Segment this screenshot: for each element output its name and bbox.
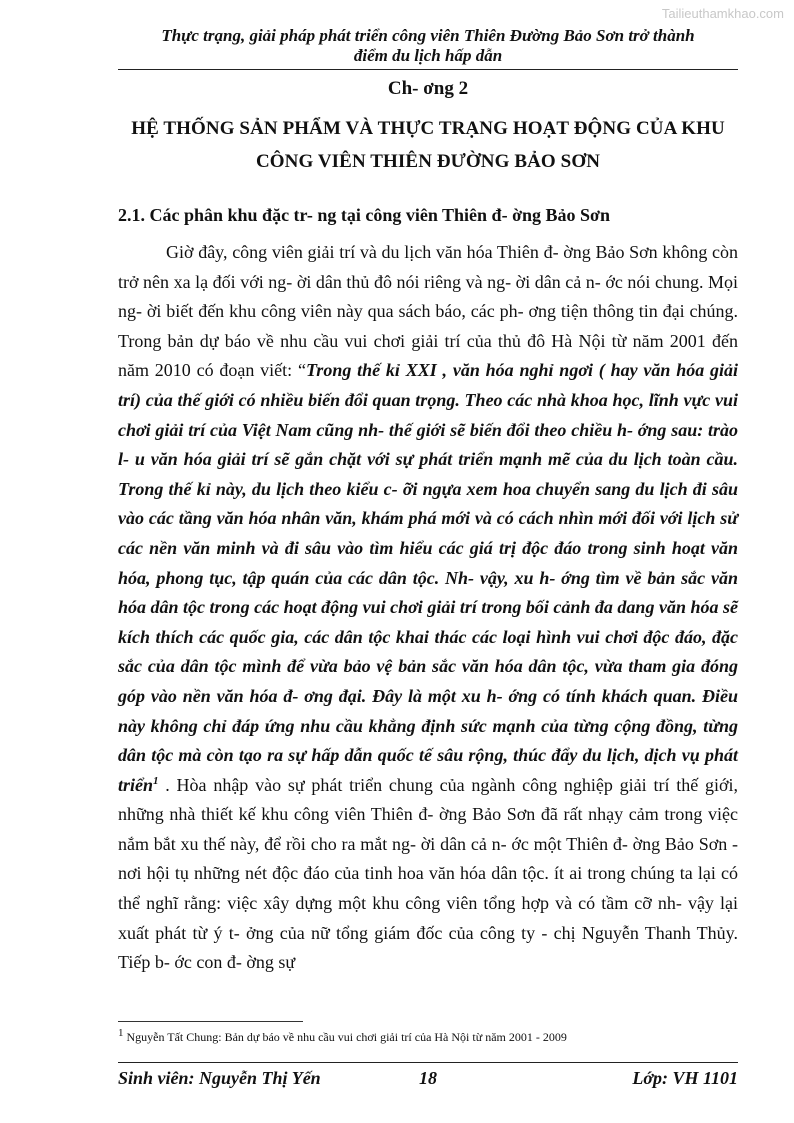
footnote-text: Nguyễn Tất Chung: Bản dự báo về nhu cầu vui chơi giải trí của Hà Nội từ năm 2001 - 2009 [123, 1030, 567, 1044]
running-header [118, 26, 738, 66]
footnote-divider [118, 1021, 303, 1022]
chapter-title-line-1: HỆ THỐNG SẢN PHẨM VÀ THỰC TRẠNG HOẠT ĐỘNG CỦA KHU [131, 118, 725, 139]
header-line-1: Thực trạng, giải pháp phát triển công viên Thiên Đường Bảo Sơn trở thành [161, 26, 695, 45]
footer-class: Lớp: VH 1101 [632, 1068, 738, 1088]
body-paragraph [118, 238, 738, 978]
body-text [118, 238, 738, 978]
chapter-title-line-2: CÔNG VIÊN THIÊN ĐƯỜNG BẢO SƠN [255, 151, 601, 172]
chapter-label: Ch- ơng 2 [387, 78, 469, 99]
header-divider [118, 69, 738, 70]
footnote-reference[interactable]: 1 [153, 774, 159, 787]
page-footer [118, 1068, 738, 1092]
section-heading: 2.1. Các phân khu đặc tr- ng tại công viên Thiên đ- ờng Bảo Sơn [118, 205, 611, 225]
footer-divider [118, 1062, 738, 1063]
continuation-text: . Hòa nhập vào sự phát triển chung của ngành công nghiệp giải trí thế giới, những nhà thiết kế khu công viên Thiên đ- ờng Bảo Sơn đã rất nhạy cảm trong việc nắm bắt xu thế này, để rồi cho ra mắt ng- ời dân cả n- ớc một Thiên đ- ờng Bảo Sơn - nơi hội tụ những nét độc đáo của tinh hoa văn hóa dân tộc. ít ai trong chúng ta lại có thể nghĩ rằng: việc xây dựng một khu công viên tổng hợp và có tầm cỡ nh- vậy lại xuất phát từ ý t- ởng của nữ tổng giám đốc của công ty - chị Nguyễn Thanh Thủy. Tiếp b- ớc con đ- ờng sự [118, 774, 738, 973]
footnote [118, 1027, 738, 1045]
quoted-text: Trong thế kỉ XXI , văn hóa nghỉ ngơi ( hay văn hóa giải trí) của thế giới có nhiều biến đổi quan trọng. Theo các nhà khoa học, lĩnh vực vui chơi giải trí của Việt Nam cũng nh- thế giới sẽ biến đổi theo chiều h- ớng sau: trào l- u văn hóa giải trí sẽ gắn chặt với sự phát triển mạnh mẽ của du lịch toàn cầu. Trong thế kỉ này, du lịch theo kiểu c- ỡi ngựa xem hoa chuyển sang du lịch đi sâu vào các tầng văn hóa nhân văn, khám phá mới và có cách nhìn mới đối với lịch sử các nền văn minh và đi sâu vào tìm hiểu các giá trị độc đáo trong sinh hoạt văn hóa, phong tục, tập quán của các dân tộc. Nh- vậy, xu h- ớng tìm về bản sắc văn hóa dân tộc trong các hoạt động vui chơi giải trí trong bối cảnh đa dang văn hóa sẽ kích thích các quốc gia, các dân tộc khai thác các loại hình vui chơi độc đáo, đặc sắc của dân tộc mình để vừa bảo vệ bản sắc văn hóa dân tộc, vừa tham gia đóng góp vào nền văn hóa đ- ơng đại. Đây là một xu h- ớng có tính khách quan. Điều này không chỉ đáp ứng nhu cầu khẳng định sức mạnh của từng cộng đồng, từng dân tộc mà còn tạo ra sự hấp dẫn quốc tế sâu rộng, thúc đẩy du lịch, dịch vụ phát triển [118, 360, 739, 795]
footnote-mark: 1 [118, 1027, 124, 1039]
intro-text: Giờ đây, công viên giải trí và du lịch văn hóa Thiên đ- ờng Bảo Sơn không còn trở nên xa lạ đối với ng- ời dân thủ đô nói riêng và ng- ời dân cả n- ớc nói chung. Mọi ng- ời biết đến khu công viên này qua sách báo, các ph- ơng tiện thông tin đại chúng. Trong bản dự báo về nhu cầu vui chơi giải trí của thủ đô Hà Nội từ năm 2001 đến năm 2010 có đoạn viết: “ [118, 242, 738, 381]
footer-student: Sinh viên: Nguyễn Thị Yến [118, 1068, 321, 1088]
header-line-2: điểm du lịch hấp dẫn [353, 46, 503, 65]
chapter-title [108, 112, 748, 178]
watermark: Tailieuthamkhao.com [661, 6, 784, 21]
page-number: 18 [419, 1068, 437, 1088]
